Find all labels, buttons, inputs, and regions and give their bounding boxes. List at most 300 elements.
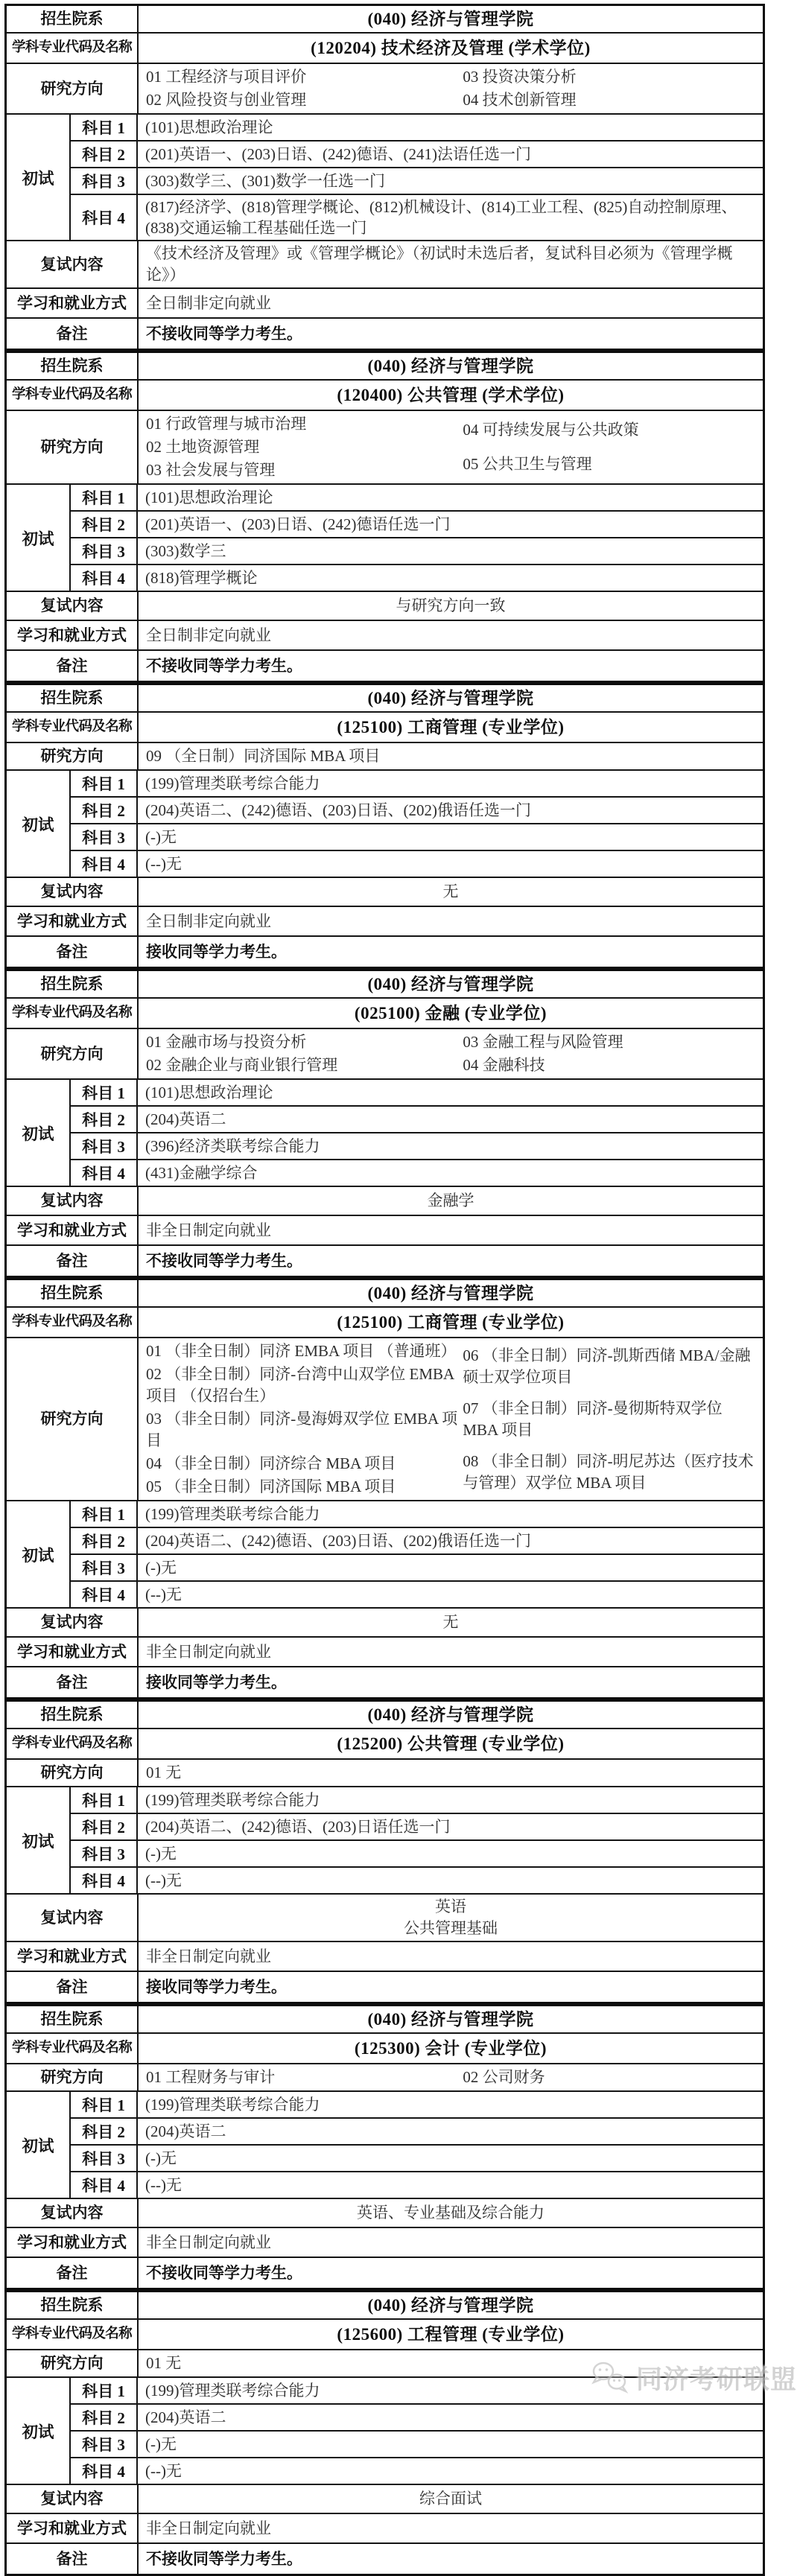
remark-value: 接收同等学力考生。 xyxy=(146,1673,287,1691)
row-label: 学科专业代码及名称 xyxy=(7,34,139,63)
research-directions-row xyxy=(7,1338,763,1501)
subject-label: 科目 4 xyxy=(71,565,138,591)
subject-label: 科目 2 xyxy=(71,2405,138,2430)
retest-value: 与研究方向一致 xyxy=(396,597,506,614)
retest-row xyxy=(7,1187,763,1216)
subject-label: 科目 4 xyxy=(71,195,138,240)
subject-row xyxy=(71,2172,763,2198)
subject-row xyxy=(71,2092,763,2119)
subject-row xyxy=(71,851,763,877)
direction-item: 02 风险投资与创业管理 xyxy=(146,91,307,109)
study-mode-value: 非全日制定向就业 xyxy=(146,1643,271,1661)
subject-row xyxy=(71,1555,763,1582)
subject-row xyxy=(71,824,763,851)
subject-row xyxy=(71,1160,763,1186)
subject-row xyxy=(71,195,763,240)
major-value: (125100) 工商管理 (专业学位) xyxy=(337,1312,565,1332)
subject-row xyxy=(71,1582,763,1607)
department-value: (040) 经济与管理学院 xyxy=(367,9,534,28)
retest-value: 《技术经济及管理》或《管理学概论》（初试时未选后者，复试科目必须为《管理学概论》） xyxy=(146,244,733,284)
direction-columns xyxy=(146,745,755,768)
subject-row xyxy=(71,512,763,538)
subject-value: (-)无 xyxy=(145,828,177,846)
subject-label: 科目 4 xyxy=(71,851,138,877)
first-exam-group xyxy=(7,2378,763,2485)
subject-value: (204)英语二 xyxy=(145,1110,226,1128)
retest-cell xyxy=(139,1187,763,1215)
retest-cell xyxy=(139,592,763,620)
row-label: 备注 xyxy=(7,2544,139,2574)
row-label: 学习和就业方式 xyxy=(7,1638,139,1666)
subject-label: 科目 3 xyxy=(71,2146,138,2171)
major-value: (120204) 技术经济及管理 (学术学位) xyxy=(311,38,591,57)
row-label: 学科专业代码及名称 xyxy=(7,713,139,742)
subject-label: 科目 2 xyxy=(71,512,138,537)
subject-label: 科目 1 xyxy=(71,1080,138,1105)
subject-value: (204)英语二 xyxy=(145,2408,226,2426)
direction-item: 09 （全日制）同济国际 MBA 项目 xyxy=(146,747,381,765)
subject-label: 科目 1 xyxy=(71,2092,138,2117)
retest-row xyxy=(7,2199,763,2228)
major-value: (125100) 工商管理 (专业学位) xyxy=(337,717,565,737)
remark-value: 不接收同等学力考生。 xyxy=(146,1252,302,1270)
retest-cell xyxy=(139,2485,763,2513)
direction-item: 01 （非全日制）同济 EMBA 项目 （普通班） xyxy=(146,1342,457,1360)
subject-label: 科目 1 xyxy=(71,771,138,796)
subjects-group xyxy=(71,771,763,877)
retest-row xyxy=(7,241,763,289)
direction-item: 05 公共卫生与管理 xyxy=(463,455,592,474)
subject-row xyxy=(71,141,763,168)
subject-label: 科目 3 xyxy=(71,1841,138,1866)
direction-column-left xyxy=(146,745,463,768)
subject-value: (431)金融学综合 xyxy=(145,1164,258,1182)
subject-label: 科目 4 xyxy=(71,2172,138,2198)
study-mode-value: 非全日制定向就业 xyxy=(146,1947,271,1965)
subject-row xyxy=(71,771,763,798)
direction-item: 02 公司财务 xyxy=(463,2068,545,2086)
subject-value: (101)思想政治理论 xyxy=(145,118,273,136)
research-directions-cell xyxy=(139,64,763,113)
row-label: 学习和就业方式 xyxy=(7,2228,139,2257)
direction-item: 03 社会发展与管理 xyxy=(146,461,276,479)
subject-label: 科目 3 xyxy=(71,1133,138,1159)
major-row xyxy=(7,34,763,64)
subject-value: (-)无 xyxy=(145,2435,177,2453)
direction-column-right xyxy=(463,1031,755,1077)
subject-label: 科目 4 xyxy=(71,1582,138,1607)
department-row xyxy=(7,6,763,34)
row-label: 备注 xyxy=(7,1667,139,1697)
direction-item: 03 （非全日制）同济-曼海姆双学位 EMBA 项目 xyxy=(146,1410,458,1449)
subject-row xyxy=(71,1841,763,1868)
row-label: 学科专业代码及名称 xyxy=(7,1308,139,1337)
direction-item: 01 金融市场与投资分析 xyxy=(146,1033,307,1051)
subject-label: 科目 1 xyxy=(71,485,138,510)
subject-value: (303)数学三 xyxy=(145,542,226,560)
row-label: 招生院系 xyxy=(7,2006,139,2032)
subjects-group xyxy=(71,1080,763,1186)
subject-value: (201)英语一、(203)日语、(242)德语、(241)法语任选一门 xyxy=(145,145,531,163)
major-value: (120400) 公共管理 (学术学位) xyxy=(337,385,565,404)
direction-column-left xyxy=(146,66,463,112)
subject-value: (204)英语二 xyxy=(145,2122,226,2140)
subject-value: (204)英语二、(242)德语、(203)日语任选一门 xyxy=(145,1818,451,1836)
research-directions-cell xyxy=(139,1760,763,1786)
row-label: 研究方向 xyxy=(7,1338,139,1500)
subjects-group xyxy=(71,2378,763,2484)
major-row xyxy=(7,381,763,411)
subjects-group xyxy=(71,115,763,240)
department-row xyxy=(7,971,763,999)
row-label: 复试内容 xyxy=(7,2485,139,2513)
retest-value: 公共管理基础 xyxy=(404,1919,498,1937)
study-mode-value: 全日制非定向就业 xyxy=(146,626,271,644)
department-value: (040) 经济与管理学院 xyxy=(367,2009,534,2029)
first-exam-label: 初试 xyxy=(7,1080,71,1186)
subject-label: 科目 3 xyxy=(71,538,138,564)
major-row xyxy=(7,713,763,743)
subject-row xyxy=(71,538,763,565)
major-value: (125300) 会计 (专业学位) xyxy=(354,2038,547,2058)
major-row xyxy=(7,999,763,1029)
direction-column-left xyxy=(146,2066,463,2089)
first-exam-group xyxy=(7,2092,763,2199)
research-directions-cell xyxy=(139,2350,763,2376)
study-mode-row xyxy=(7,621,763,651)
first-exam-group xyxy=(7,1787,763,1895)
row-label: 学科专业代码及名称 xyxy=(7,381,139,410)
subject-value: (--)无 xyxy=(145,2176,182,2194)
direction-column-right xyxy=(463,66,755,112)
subject-label: 科目 3 xyxy=(71,1555,138,1580)
major-value: (025100) 金融 (专业学位) xyxy=(354,1003,547,1023)
row-label: 学习和就业方式 xyxy=(7,1942,139,1971)
subject-row xyxy=(71,2432,763,2458)
remark-row xyxy=(7,1246,763,1276)
subject-row xyxy=(71,2378,763,2405)
row-label: 备注 xyxy=(7,1972,139,2002)
row-label: 研究方向 xyxy=(7,411,139,483)
row-label: 研究方向 xyxy=(7,1760,139,1786)
row-label: 学习和就业方式 xyxy=(7,289,139,317)
major-value: (125600) 工程管理 (专业学位) xyxy=(337,2324,565,2344)
subject-value: (101)思想政治理论 xyxy=(145,1084,273,1101)
subject-row xyxy=(71,798,763,824)
subject-value: (199)管理类联考综合能力 xyxy=(145,2096,320,2114)
direction-item: 03 投资决策分析 xyxy=(463,68,577,86)
subjects-group xyxy=(71,485,763,591)
subject-value: (--)无 xyxy=(145,2462,182,2480)
retest-cell xyxy=(139,2199,763,2227)
retest-row xyxy=(7,1895,763,1942)
first-exam-label: 初试 xyxy=(7,1501,71,1607)
research-directions-cell xyxy=(139,743,763,769)
remark-row xyxy=(7,937,763,967)
remark-row xyxy=(7,319,763,349)
research-directions-row xyxy=(7,411,763,485)
watermark-text: 同济考研联盟 xyxy=(636,2365,797,2394)
department-value: (040) 经济与管理学院 xyxy=(367,356,534,375)
direction-item: 04 可持续发展与公共政策 xyxy=(463,420,639,439)
row-label: 招生院系 xyxy=(7,6,139,32)
remark-row xyxy=(7,1667,763,1697)
subject-label: 科目 1 xyxy=(71,115,138,140)
subject-row xyxy=(71,1133,763,1160)
row-label: 学习和就业方式 xyxy=(7,621,139,649)
row-label: 学科专业代码及名称 xyxy=(7,2320,139,2349)
row-label: 复试内容 xyxy=(7,1609,139,1636)
subject-value: (396)经济类联考综合能力 xyxy=(145,1137,320,1155)
subject-label: 科目 1 xyxy=(71,2378,138,2403)
direction-item: 07 （非全日制）同济-曼彻斯特双学位 MBA 项目 xyxy=(463,1399,723,1439)
direction-columns xyxy=(146,2066,755,2089)
subject-row xyxy=(71,1080,763,1107)
retest-value: 英语 xyxy=(435,1898,466,1915)
research-directions-cell xyxy=(139,1029,763,1078)
subject-value: (199)管理类联考综合能力 xyxy=(145,775,320,792)
subject-label: 科目 4 xyxy=(71,2458,138,2484)
subject-row xyxy=(71,168,763,195)
retest-cell xyxy=(139,1895,763,1941)
subject-row xyxy=(71,565,763,591)
subject-value: (204)英语二、(242)德语、(203)日语、(202)俄语任选一门 xyxy=(145,1532,531,1550)
subject-row xyxy=(71,1528,763,1555)
subject-label: 科目 2 xyxy=(71,1814,138,1839)
first-exam-group xyxy=(7,485,763,592)
direction-item: 02 土地资源管理 xyxy=(146,438,260,456)
retest-value: 综合面试 xyxy=(419,2490,482,2507)
direction-column-right xyxy=(463,2066,755,2089)
row-label: 招生院系 xyxy=(7,353,139,379)
program-block xyxy=(7,1280,763,1697)
first-exam-label: 初试 xyxy=(7,2378,71,2484)
subject-value: (199)管理类联考综合能力 xyxy=(145,1505,320,1523)
subject-value: (201)英语一、(203)日语、(242)德语任选一门 xyxy=(145,515,451,533)
department-row xyxy=(7,685,763,713)
program-block xyxy=(7,971,763,1276)
row-label: 研究方向 xyxy=(7,2350,139,2376)
subject-label: 科目 2 xyxy=(71,1528,138,1553)
major-row xyxy=(7,2034,763,2064)
retest-row xyxy=(7,878,763,907)
row-label: 招生院系 xyxy=(7,685,139,711)
subject-row xyxy=(71,1814,763,1841)
direction-item: 05 （非全日制）同济国际 MBA 项目 xyxy=(146,1478,396,1495)
subject-value: (817)经济学、(818)管理学概论、(812)机械设计、(814)工业工程、(825)自动控制原理、(838)交通运输工程基础任选一门 xyxy=(145,198,737,237)
remark-value: 不接收同等学力考生。 xyxy=(146,657,302,675)
direction-columns xyxy=(146,1761,755,1784)
subject-value: (--)无 xyxy=(145,1871,182,1889)
row-label: 研究方向 xyxy=(7,1029,139,1078)
study-mode-value: 全日制非定向就业 xyxy=(146,294,271,312)
direction-item: 01 无 xyxy=(146,1764,182,1781)
row-label: 复试内容 xyxy=(7,592,139,620)
retest-row xyxy=(7,2485,763,2514)
row-label: 招生院系 xyxy=(7,1702,139,1728)
study-mode-row xyxy=(7,907,763,937)
department-value: (040) 经济与管理学院 xyxy=(367,1705,534,1724)
row-label: 学科专业代码及名称 xyxy=(7,2034,139,2063)
direction-column-right xyxy=(463,2352,755,2375)
direction-columns xyxy=(146,1031,755,1077)
research-directions-cell xyxy=(139,1338,763,1500)
subject-row xyxy=(71,2119,763,2146)
subject-row xyxy=(71,485,763,512)
first-exam-label: 初试 xyxy=(7,485,71,591)
subject-row xyxy=(71,1868,763,1893)
first-exam-group xyxy=(7,1501,763,1609)
row-label: 研究方向 xyxy=(7,743,139,769)
first-exam-group xyxy=(7,1080,763,1187)
first-exam-label: 初试 xyxy=(7,115,71,240)
program-block xyxy=(7,685,763,967)
remark-row xyxy=(7,2258,763,2288)
remark-value: 不接收同等学力考生。 xyxy=(146,2264,302,2282)
department-value: (040) 经济与管理学院 xyxy=(367,974,534,993)
row-label: 复试内容 xyxy=(7,241,139,287)
row-label: 备注 xyxy=(7,937,139,967)
retest-cell xyxy=(139,241,763,287)
subject-value: (-)无 xyxy=(145,2149,177,2167)
research-directions-row xyxy=(7,743,763,771)
direction-column-left xyxy=(146,1340,463,1498)
row-label: 招生院系 xyxy=(7,971,139,997)
row-label: 复试内容 xyxy=(7,1895,139,1941)
study-mode-value: 非全日制定向就业 xyxy=(146,2233,271,2251)
study-mode-row xyxy=(7,1638,763,1667)
department-row xyxy=(7,1280,763,1308)
subject-value: (199)管理类联考综合能力 xyxy=(145,2382,320,2400)
subject-label: 科目 4 xyxy=(71,1160,138,1186)
retest-value: 无 xyxy=(442,1613,459,1631)
row-label: 招生院系 xyxy=(7,2292,139,2318)
direction-column-right xyxy=(463,745,755,768)
remark-row xyxy=(7,2544,763,2574)
major-value: (125200) 公共管理 (专业学位) xyxy=(337,1734,565,1753)
direction-column-left xyxy=(146,2352,463,2375)
subject-label: 科目 2 xyxy=(71,2119,138,2144)
direction-columns xyxy=(146,413,755,482)
subject-label: 科目 1 xyxy=(71,1501,138,1527)
row-label: 学习和就业方式 xyxy=(7,907,139,935)
subject-label: 科目 2 xyxy=(71,1107,138,1132)
direction-item: 04 （非全日制）同济综合 MBA 项目 xyxy=(146,1454,396,1472)
row-label: 备注 xyxy=(7,319,139,349)
department-value: (040) 经济与管理学院 xyxy=(367,2295,534,2315)
remark-value: 接收同等学力考生。 xyxy=(146,1978,287,1996)
first-exam-group xyxy=(7,771,763,878)
first-exam-label: 初试 xyxy=(7,771,71,877)
subject-row xyxy=(71,2458,763,2484)
research-directions-row xyxy=(7,2064,763,2092)
department-row xyxy=(7,2006,763,2034)
study-mode-row xyxy=(7,2514,763,2544)
subject-row xyxy=(71,1501,763,1528)
direction-item: 01 工程财务与审计 xyxy=(146,2068,276,2086)
direction-item: 03 金融工程与风险管理 xyxy=(463,1033,623,1051)
subject-value: (--)无 xyxy=(145,855,182,873)
subjects-group xyxy=(71,1787,763,1893)
row-label: 学习和就业方式 xyxy=(7,2514,139,2542)
direction-column-right xyxy=(463,413,755,482)
direction-column-left xyxy=(146,1761,463,1784)
direction-item: 04 金融科技 xyxy=(463,1056,545,1074)
program-block xyxy=(7,6,763,349)
direction-column-right xyxy=(463,1761,755,1784)
department-row xyxy=(7,1702,763,1729)
study-mode-value: 非全日制定向就业 xyxy=(146,2519,271,2537)
subjects-group xyxy=(71,2092,763,2198)
research-directions-row xyxy=(7,64,763,115)
subject-row xyxy=(71,115,763,141)
retest-row xyxy=(7,592,763,621)
direction-item: 02 （非全日制）同济-台湾中山双学位 EMBA 项目 （仅招台生） xyxy=(146,1365,454,1405)
subject-value: (-)无 xyxy=(145,1845,177,1863)
row-label: 备注 xyxy=(7,651,139,681)
subject-label: 科目 3 xyxy=(71,168,138,194)
research-directions-row xyxy=(7,1760,763,1787)
subject-value: (818)管理学概论 xyxy=(145,569,258,587)
row-label: 复试内容 xyxy=(7,2199,139,2227)
remark-value: 接收同等学力考生。 xyxy=(146,943,287,961)
subject-value: (101)思想政治理论 xyxy=(145,489,273,506)
direction-columns xyxy=(146,1340,755,1498)
subject-label: 科目 1 xyxy=(71,1787,138,1813)
remark-row xyxy=(7,1972,763,2002)
retest-cell xyxy=(139,1609,763,1636)
direction-item: 02 金融企业与商业银行管理 xyxy=(146,1056,338,1074)
row-label: 研究方向 xyxy=(7,2064,139,2090)
subject-label: 科目 3 xyxy=(71,824,138,850)
program-block xyxy=(7,1702,763,2002)
direction-item: 01 工程经济与项目评价 xyxy=(146,68,307,86)
study-mode-row xyxy=(7,289,763,319)
program-block xyxy=(7,2292,763,2574)
retest-row xyxy=(7,1609,763,1638)
study-mode-value: 非全日制定向就业 xyxy=(146,1221,271,1239)
subject-label: 科目 3 xyxy=(71,2432,138,2457)
subject-row xyxy=(71,1787,763,1814)
subject-value: (204)英语二、(242)德语、(203)日语、(202)俄语任选一门 xyxy=(145,801,531,819)
row-label: 复试内容 xyxy=(7,878,139,906)
subject-value: (-)无 xyxy=(145,1559,177,1577)
direction-column-left xyxy=(146,1031,463,1077)
research-directions-cell xyxy=(139,2064,763,2090)
first-exam-label: 初试 xyxy=(7,1787,71,1893)
department-row xyxy=(7,2292,763,2320)
department-value: (040) 经济与管理学院 xyxy=(367,1283,534,1303)
direction-column-right xyxy=(463,1340,755,1498)
subjects-group xyxy=(71,1501,763,1607)
first-exam-label: 初试 xyxy=(7,2092,71,2198)
direction-column-left xyxy=(146,413,463,482)
research-directions-cell xyxy=(139,411,763,483)
study-mode-row xyxy=(7,1216,763,1246)
research-directions-row xyxy=(7,1029,763,1080)
row-label: 学科专业代码及名称 xyxy=(7,1729,139,1758)
direction-item: 08 （非全日制）同济-明尼苏达（医疗技术与管理）双学位 MBA 项目 xyxy=(463,1451,754,1492)
admissions-table xyxy=(4,4,765,2576)
row-label: 复试内容 xyxy=(7,1187,139,1215)
major-row xyxy=(7,2320,763,2350)
direction-item: 06 （非全日制）同济-凯斯西储 MBA/金融硕士双学位项目 xyxy=(463,1346,751,1386)
research-directions-row xyxy=(7,2350,763,2378)
subject-label: 科目 2 xyxy=(71,798,138,823)
row-label: 备注 xyxy=(7,1246,139,1276)
subject-label: 科目 4 xyxy=(71,1868,138,1893)
direction-item: 04 技术创新管理 xyxy=(463,91,577,109)
